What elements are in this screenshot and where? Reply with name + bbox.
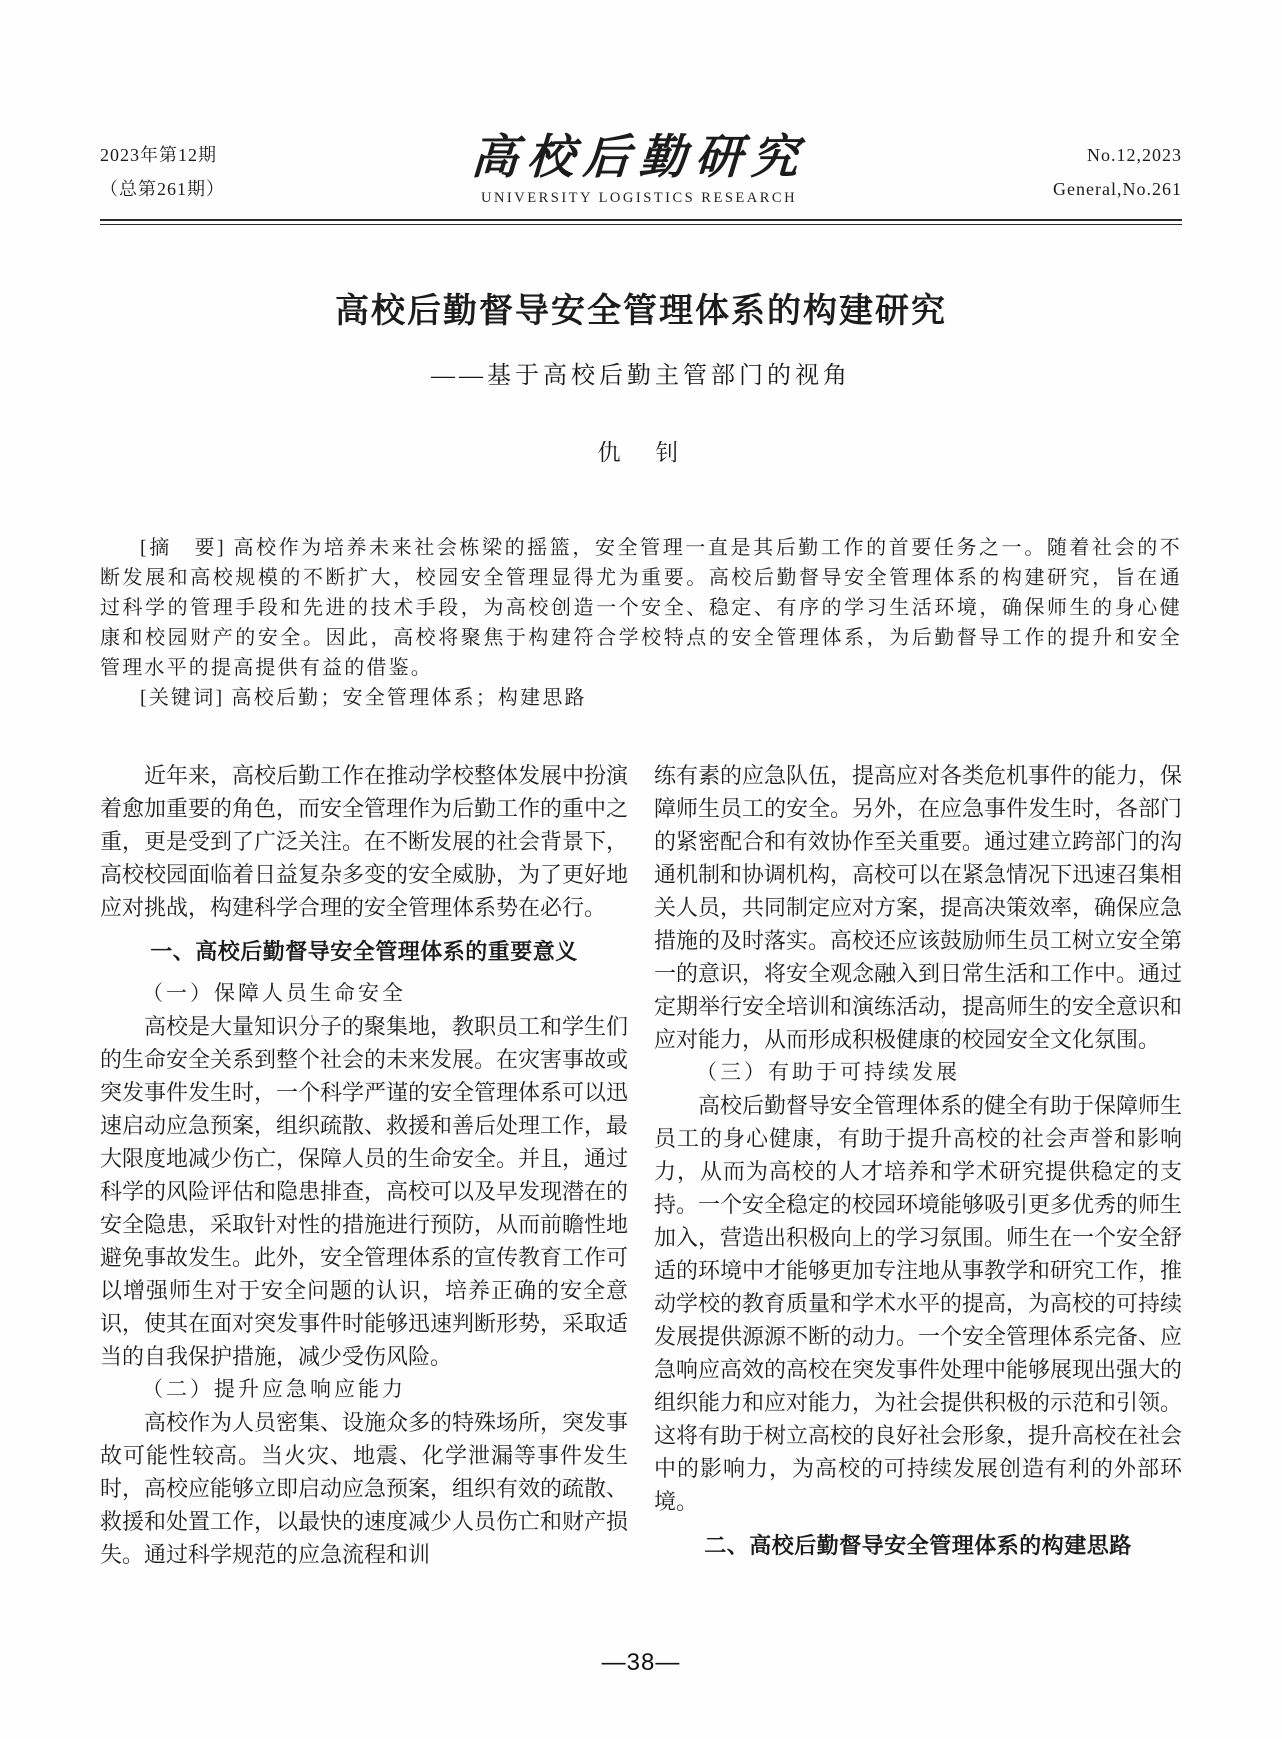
abstract-text: 高校作为培养未来社会栋梁的摇篮，安全管理一直是其后勤工作的首要任务之一。随着社会的不断发展和高校规模的不断扩大，校园安全管理显得尤为重要。高校后勤督导安全管理体系的构建研究，旨在通过科学的管理手段和先进的技术手段，为高校创造一个安全、稳定、有序的学习生活环境，确保师生的身心健康和校园财产的安全。因此，高校将聚焦于构建符合学校特点的安全管理体系，为后勤督导工作的提升和安全管理水平的提高提供有益的借鉴。	[100, 536, 1182, 679]
issue-number-en: No.12,2023	[1087, 145, 1182, 165]
journal-title: 高校后勤研究	[469, 132, 809, 184]
section-heading-2: 二、高校后勤督导安全管理体系的构建思路	[704, 1532, 1132, 1558]
right-column	[654, 759, 1182, 1571]
subsection-heading-1-3: （三）有助于可持续发展	[696, 1059, 960, 1084]
issue-number: 2023年第12期	[100, 145, 217, 165]
masthead	[100, 0, 1182, 207]
article-title: 高校后勤督导安全管理体系的构建研究	[335, 292, 947, 330]
abstract-paragraph	[100, 533, 1182, 683]
article-body	[0, 283, 1282, 1571]
journal-subtitle-en: UNIVERSITY LOGISTICS RESEARCH	[480, 190, 798, 206]
subsection-heading-1-2: （二）提升应急响应能力	[142, 1376, 406, 1401]
abstract-section	[100, 533, 1182, 713]
issue-general-en: General,No.261	[1053, 179, 1182, 199]
keywords-label: [关键词]	[140, 686, 232, 709]
article-subtitle: ——基于高校后勤主管部门的视角	[431, 362, 851, 389]
subsection-heading-1-1: （一）保障人员生命安全	[142, 980, 406, 1005]
page-number: —38—	[601, 1649, 681, 1676]
issue-total: （总第261期）	[100, 179, 225, 199]
issue-info-left	[100, 138, 225, 206]
masthead-divider	[100, 219, 1182, 225]
keywords-paragraph	[100, 683, 1182, 713]
abstract-label: [摘 要]	[140, 536, 234, 559]
paragraph: 高校后勤督导安全管理体系的健全有助于保障师生员工的身心健康，有助于提升高校的社会声誉和影响力，从而为高校的人才培养和学术研究提供稳定的支持。一个安全稳定的校园环境能够吸引更多优秀的师生加入，营造出积极向上的学习氛围。师生在一个安全舒适的环境中才能够更加专注地从事教学和研究工作，推动学校的教育质量和学术水平的提高，为高校的可持续发展提供源源不断的动力。一个安全管理体系完备、应急响应高效的高校在突发事件处理中能够展现出强大的组织能力和应对能力，为社会提供积极的示范和引领。这将有助于树立高校的良好社会形象，提升高校在社会中的影响力，为高校的可持续发展创造有利的外部环境。	[654, 1092, 1183, 1514]
issue-info-right	[1053, 138, 1182, 206]
left-column	[100, 759, 628, 1571]
keywords-text: 高校后勤；安全管理体系；构建思路	[231, 686, 587, 709]
article-author: 仇 钊	[597, 439, 685, 465]
two-column-body	[100, 759, 1182, 1571]
paragraph: 高校是大量知识分子的聚集地，教职员工和学生们的生命安全关系到整个社会的未来发展。在灾害事故或突发事件发生时，一个科学严谨的安全管理体系可以迅速启动应急预案，组织疏散、救援和善后处理工作，最大限度地减少伤亡，保障人员的生命安全。并且，通过科学的风险评估和隐患排查，高校可以及早发现潜在的安全隐患，采取针对性的措施进行预防，从而前瞻性地避免事故发生。此外，安全管理体系的宣传教育工作可以增强师生对于安全问题的认识，培养正确的安全意识，使其在面对突发事件时能够迅速判断形势，采取适当的自我保护措施，减少受伤风险。	[100, 1013, 629, 1369]
paragraph: 高校作为人员密集、设施众多的特殊场所，突发事故可能性较高。当火灾、地震、化学泄漏等事件发生时，高校应能够立即启动应急预案，组织有效的疏散、救援和处置工作，以最快的速度减少人员伤亡和财产损失。通过科学规范的应急流程和训	[100, 1409, 629, 1567]
journal-masthead-center	[225, 132, 1053, 207]
page-footer	[0, 1649, 1282, 1677]
section-heading-1: 一、高校后勤督导安全管理体系的重要意义	[150, 938, 578, 964]
paragraph: 近年来，高校后勤工作在推动学校整体发展中扮演着愈加重要的角色，而安全管理作为后勤工作的重中之重，更是受到了广泛关注。在不断发展的社会背景下，高校校园面临着日益复杂多变的安全威胁，为了更好地应对挑战，构建科学合理的安全管理体系势在必行。	[100, 762, 629, 920]
paragraph-continuation: 练有素的应急队伍，提高应对各类危机事件的能力，保障师生员工的安全。另外，在应急事件发生时，各部门的紧密配合和有效协作至关重要。通过建立跨部门的沟通机制和协调机构，高校可以在紧急情况下迅速召集相关人员，共同制定应对方案，提高决策效率，确保应急措施的及时落实。高校还应该鼓励师生员工树立安全第一的意识，将安全观念融入到日常生活和工作中。通过定期举行安全培训和演练活动，提高师生的安全意识和应对能力，从而形成积极健康的校园安全文化氛围。	[654, 762, 1183, 1052]
